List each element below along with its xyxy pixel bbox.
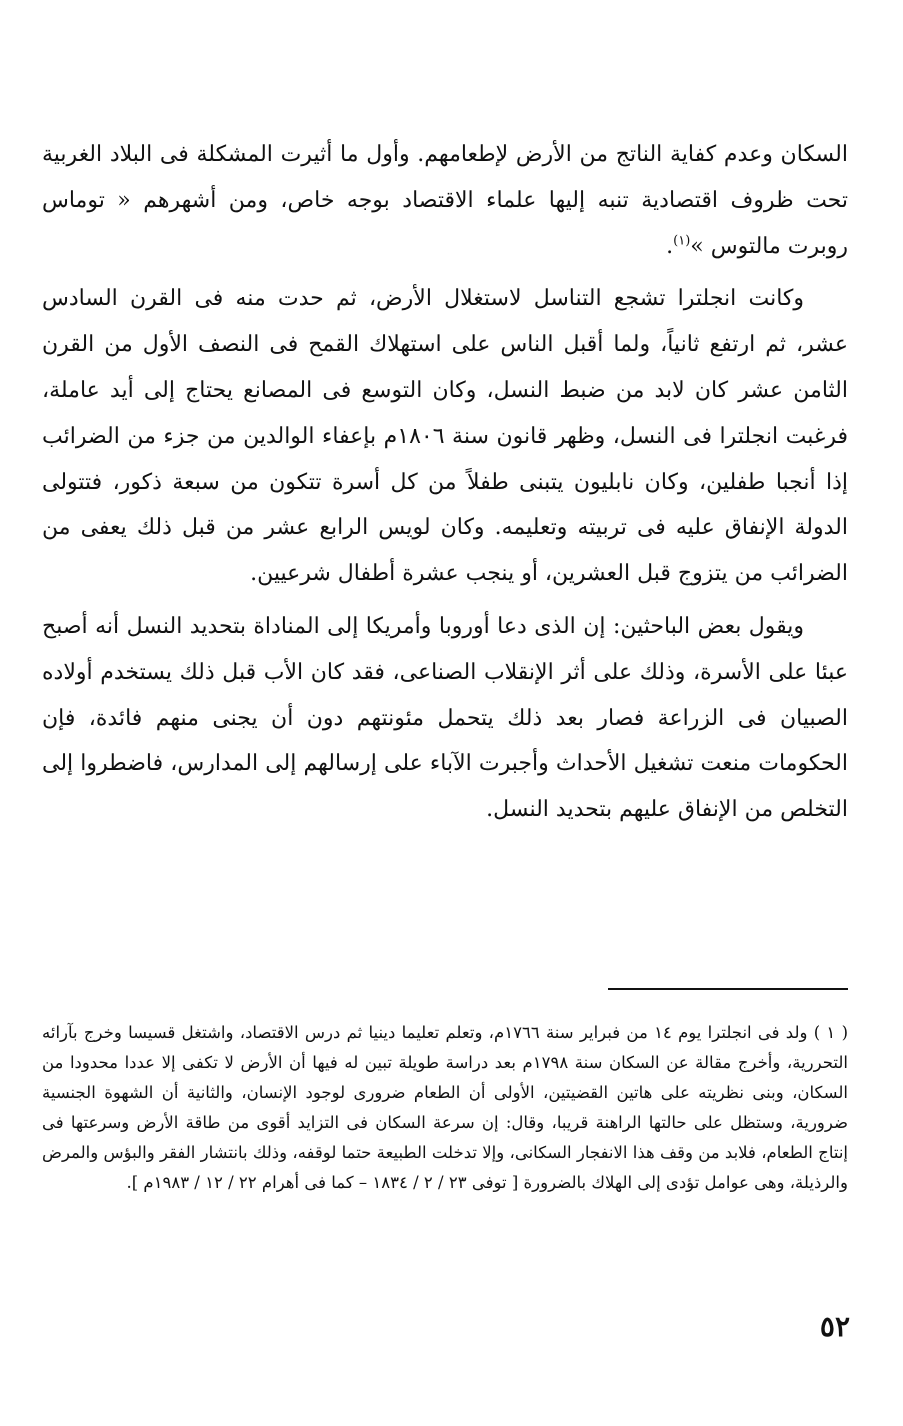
paragraph-2: وكانت انجلترا تشجع التناسل لاستغلال الأرض، ثم حدت منه فى القرن السادس عشر، ثم ارتفع ثانياً، ولما أقبل الناس على استهلاك القمح فى النصف الأول من القرن الثامن عشر كان لابد من ضبط النسل، وكان التوسع فى المصانع يحتاج إلى أيد عاملة، فرغبت انجلترا فى النسل، وظهر قانون سنة ١٨٠٦م بإعفاء الوالدين من جزء من الضرائب إذا أنجبا طفلين، وكان نابليون يتبنى طفلاً من كل أسرة تتكون من سبعة ذكور، فتتولى الدولة الإنفاق عليه فى تربيته وتعليمه. وكان لويس الرابع عشر من قبل ذلك يعفى من الضرائب من يتزوج قبل العشرين، أو ينجب عشرة أطفال شرعيين. xyxy=(42,286,849,587)
footnote-reference-marker[interactable]: (١) xyxy=(673,233,691,249)
paragraph-1 xyxy=(42,132,848,269)
footnote: ( ١ ) ولد فى انجلترا يوم ١٤ من فبراير سنة ١٧٦٦م، وتعلم تعليما دينيا ثم درس الاقتصاد، واشتغل قسيسا وخرج بآرائه التحررية، وأخرج مقالة عن السكان سنة ١٧٩٨م بعد دراسة طويلة تبين له فيها أن الأرض لا تكفى إلا عددا محدودا من السكان، وبنى نظريته على هاتين القضيتين، الأولى أن الطعام ضرورى لوجود الإنسان، والثانية أن الشهوة الجنسية ضرورية، وستظل على حالتها الراهنة قريبا، وقال: إن سرعة السكان فى التزايد أقوى من طاقة الأرض وسرعتها فى إنتاج الطعام، فلابد من وقف هذا الانفجار السكانى، وإلا تدخلت الطبيعة حتما لوقفه، وذلك بانتشار الفقر والبؤس والمرض والرذيلة، وهى عوامل تؤدى إلى الهلاك بالضرورة [ توفى ٢٣ / ٢ / ١٨٣٤ – كما فى أهرام ٢٢ / ١٢ / ١٩٨٣م ]. xyxy=(42,1023,848,1192)
paragraph-1-period: . xyxy=(666,233,674,259)
footnote-divider xyxy=(608,988,848,990)
paragraph-1-text: السكان وعدم كفاية الناتج من الأرض لإطعامهم. وأول ما أثيرت المشكلة فى البلاد الغربية تحت ظروف اقتصادية تنبه إليها علماء الاقتصاد بوجه خاص، ومن أشهرهم « توماس روبرت مالتوس » xyxy=(42,142,848,259)
main-text xyxy=(42,132,848,840)
page-number: ٥٢ xyxy=(819,1310,850,1343)
paragraph-3: ويقول بعض الباحثين: إن الذى دعا أوروبا وأمريكا إلى المناداة بتحديد النسل أنه أصبح عبئا على الأسرة، وذلك على أثر الإنقلاب الصناعى، فقد كان الأب قبل ذلك يستخدم أولاده الصبيان فى الزراعة فصار بعد ذلك يتحمل مئونتهم دون أن يجنى منهم فائدة، فإن الحكومات منعت تشغيل الأحداث وأجبرت الآباء على إرسالهم إلى المدارس، فاضطروا إلى التخلص من الإنفاق عليهم بتحديد النسل. xyxy=(42,613,848,823)
